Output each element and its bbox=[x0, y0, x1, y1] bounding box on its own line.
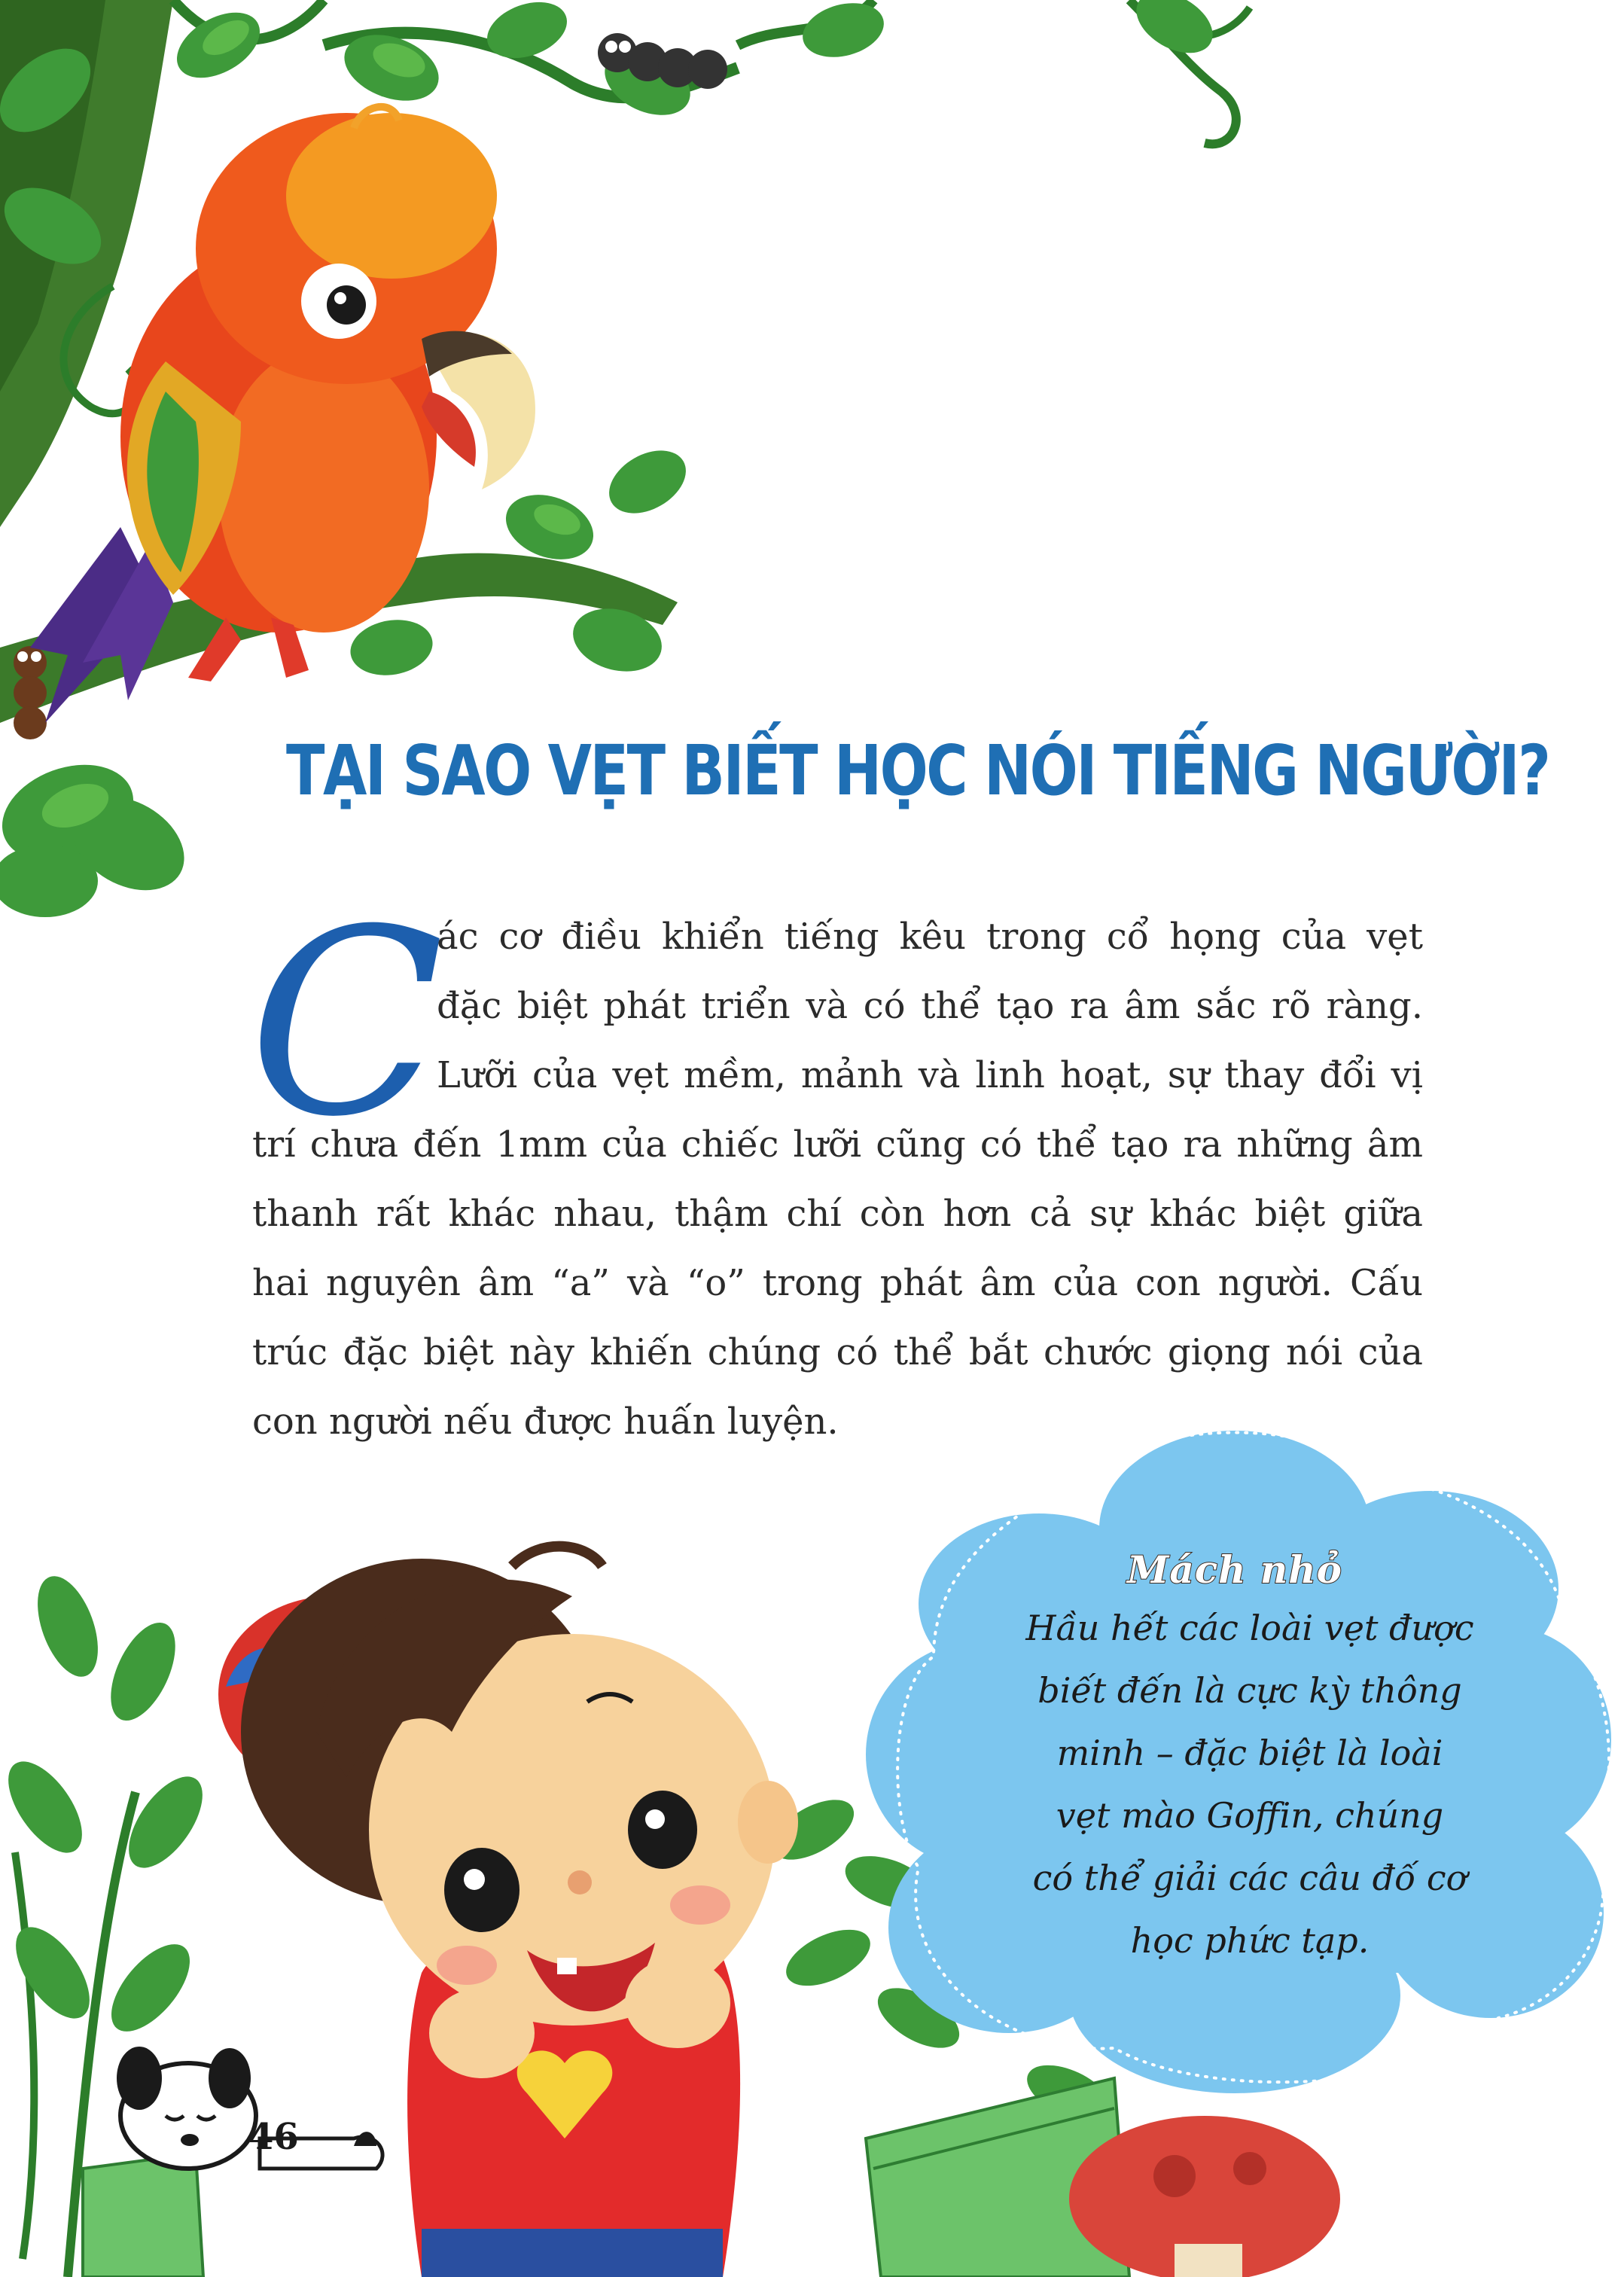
body-line: thanh rất khác nhau, thậm chí còn hơn cả sự khác biệt giữa bbox=[252, 1193, 1423, 1235]
tip-line: có thể giải các câu đố cơ bbox=[1032, 1858, 1467, 1898]
body-line: hai nguyên âm “a” và “o” trong phát âm của con người. Cấu bbox=[252, 1262, 1423, 1304]
page-number: 46 bbox=[248, 2116, 299, 2158]
body-line: Lưỡi của vẹt mềm, mảnh và linh hoạt, sự thay đổi vị bbox=[437, 1054, 1423, 1096]
drop-cap-letter: C bbox=[248, 875, 445, 1173]
tip-title: Mách nhỏ bbox=[1126, 1547, 1342, 1592]
body-line: trí chưa đến 1mm của chiếc lưỡi cũng có thể tạo ra những âm bbox=[252, 1123, 1423, 1166]
body-line: ác cơ điều khiển tiếng kêu trong cổ họng của vẹt bbox=[437, 916, 1423, 958]
body-line: đặc biệt phát triển và có thể tạo ra âm sắc rõ ràng. bbox=[437, 985, 1423, 1027]
tip-line: Hầu hết các loài vẹt được bbox=[1025, 1608, 1474, 1648]
tip-line: học phức tạp. bbox=[1130, 1920, 1370, 1961]
tip-line: vẹt mào Goffin, chúng bbox=[1056, 1795, 1444, 1836]
body-line: trúc đặc biệt này khiến chúng có thể bắt chước giọng nói của bbox=[252, 1331, 1423, 1373]
tip-line: minh – đặc biệt là loài bbox=[1056, 1733, 1443, 1773]
body-line: con người nếu được huấn luyện. bbox=[252, 1401, 839, 1443]
page-title: TẠI SAO VẸT BIẾT HỌC NÓI TIẾNG NGƯỜI? bbox=[286, 730, 1549, 811]
tip-line: biết đến là cực kỳ thông bbox=[1037, 1670, 1462, 1711]
